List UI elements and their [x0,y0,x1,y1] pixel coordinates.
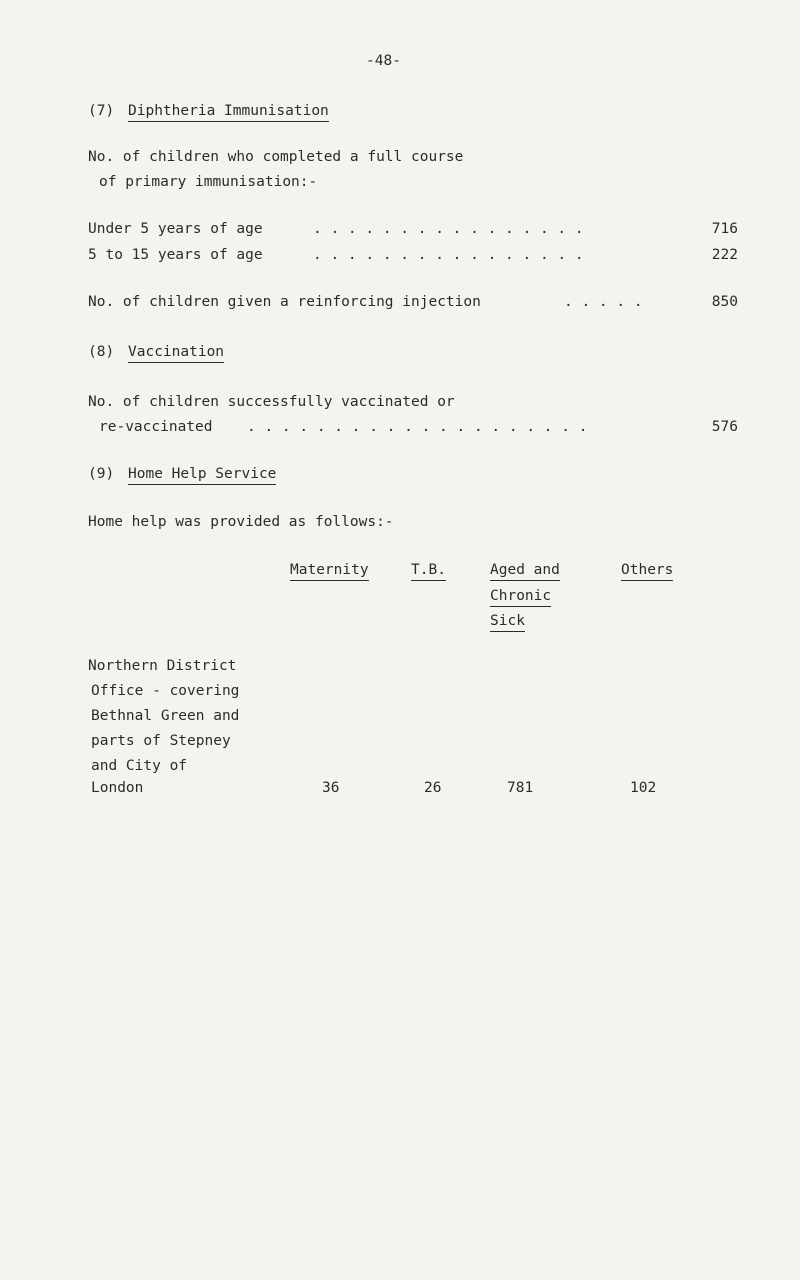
column-tb: T.B. [411,563,446,581]
section-7-number: (7) [88,103,115,119]
column-maternity: Maternity [290,563,369,581]
under-5-value: 716 [711,221,738,237]
value-tb: 26 [424,780,442,796]
section-9-number: (9) [88,466,115,482]
five-to-15-label: 5 to 15 years of age [88,247,263,263]
row-label-line-6: London [91,780,144,796]
row-label-line-1: Northern District [88,658,237,674]
reinforcing-leader: . . . . . [564,294,643,310]
row-label-line-2: Office - covering [91,683,240,699]
section-7-heading: Diphtheria Immunisation [128,104,329,122]
column-others: Others [621,563,673,581]
vaccination-leader: . . . . . . . . . . . . . . . . . . . . [247,419,588,435]
five-to-15-leader: . . . . . . . . . . . . . . . . [313,247,584,263]
page-number: -48- [366,53,401,69]
diphtheria-intro-line-2: of primary immunisation:- [99,174,318,190]
column-sick: Sick [490,614,525,632]
value-maternity: 36 [322,780,340,796]
value-others: 102 [630,780,657,796]
vaccination-value: 576 [711,419,738,435]
under-5-label: Under 5 years of age [88,221,263,237]
reinforcing-value: 850 [711,294,738,310]
value-aged-chronic-sick: 781 [507,780,534,796]
column-chronic: Chronic [490,589,551,607]
section-8-number: (8) [88,344,115,360]
reinforcing-label: No. of children given a reinforcing injection [88,294,481,310]
row-label-line-5: and City of [91,758,188,774]
diphtheria-intro-line-1: No. of children who completed a full course [88,149,464,165]
five-to-15-value: 222 [711,247,738,263]
vaccination-line-1: No. of children successfully vaccinated or [88,394,455,410]
home-help-intro: Home help was provided as follows:- [88,514,394,530]
section-8-heading: Vaccination [128,345,224,363]
section-9-heading: Home Help Service [128,467,276,485]
under-5-leader: . . . . . . . . . . . . . . . . [313,221,584,237]
row-label-line-3: Bethnal Green and [91,708,240,724]
row-label-line-4: parts of Stepney [91,733,231,749]
vaccination-line-2: re-vaccinated [99,419,213,435]
column-aged-and: Aged and [490,563,560,581]
